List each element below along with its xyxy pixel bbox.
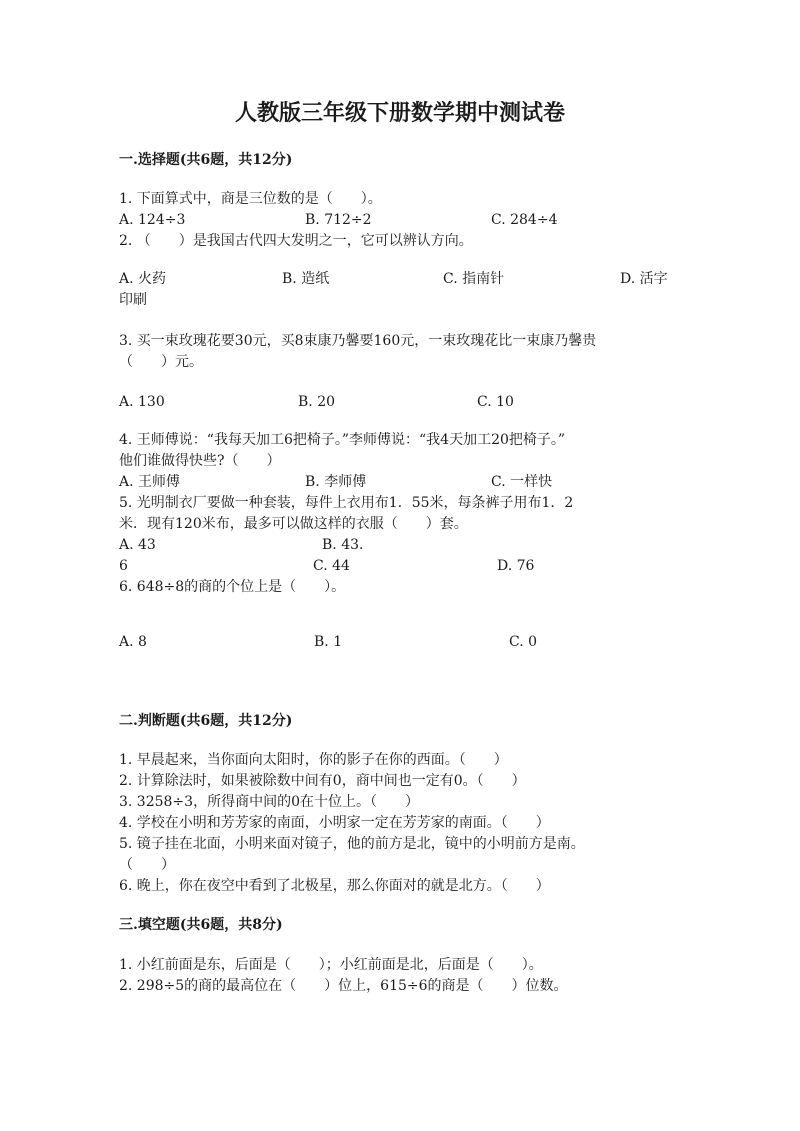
question-stem: 4. 王师傅说：“我每天加工6把椅子。”李师傅说：“我4天加工20把椅子。”: [119, 432, 566, 448]
list-item: 3. 3258÷3，所得商中间的0在十位上。（ ）: [119, 794, 419, 810]
option-a: A. 王师傅: [119, 474, 181, 490]
option-c: C. 一样快: [491, 474, 553, 490]
option-b: B. 43.: [322, 537, 364, 553]
question-stem-continuation: 他们谁做得快些?（ ）: [119, 453, 281, 469]
section-heading-fill-blank: 三.填空题(共6题，共8分): [119, 917, 283, 933]
option-b: B. 712÷2: [305, 212, 372, 228]
option-c: C. 指南针: [443, 271, 505, 287]
question-stem: 6. 648÷8的商的个位上是（ ）。: [119, 579, 346, 595]
list-item-continuation: （ ）: [119, 857, 175, 873]
option-c: C. 284÷4: [491, 212, 558, 228]
question-stem: 3. 买一束玫瑰花要30元，买8束康乃馨要160元，一束玫瑰花比一束康乃馨贵: [119, 333, 597, 349]
option-c: C. 0: [509, 634, 538, 650]
list-item: 5. 镜子挂在北面，小明来面对镜子，他的前方是北，镜中的小明前方是南。: [119, 836, 585, 852]
list-item: 2. 计算除法时，如果被除数中间有0，商中间也一定有0。（ ）: [119, 773, 526, 789]
option-b: B. 1: [314, 634, 343, 650]
question-stem-continuation: 米．现有120米布，最多可以做这样的衣服（ ）套。: [119, 516, 468, 532]
option-b: B. 李师傅: [305, 474, 367, 490]
option-c: C. 44: [313, 558, 350, 574]
section-heading-judgment: 二.判断题(共6题，共12分): [119, 713, 293, 729]
option-a: A. 43: [119, 537, 156, 553]
option-b: B. 20: [298, 394, 336, 410]
list-item: 1. 早晨起来，当你面向太阳时，你的影子在你的西面。（ ）: [119, 752, 508, 768]
option-b-continuation: 6: [119, 558, 128, 574]
list-item: 2. 298÷5的商的最高位在（ ）位上，615÷6的商是（ ）位数。: [119, 978, 568, 994]
page-title: 人教版三年级下册数学期中测试卷: [234, 100, 565, 126]
list-item: 4. 学校在小明和芳芳家的南面，小明家一定在芳芳家的南面。（ ）: [119, 815, 550, 831]
option-d-continuation: 印刷: [119, 292, 147, 308]
option-c: C. 10: [477, 394, 514, 410]
list-item: 1. 小红前面是东，后面是（ ）；小红前面是北，后面是（ ）。: [119, 957, 543, 973]
option-b: B. 造纸: [282, 271, 330, 287]
option-d: D. 76: [497, 558, 535, 574]
question-stem: 1. 下面算式中，商是三位数的是（ ）。: [119, 191, 382, 207]
question-stem: 5. 光明制衣厂要做一种套装，每件上衣用布1．55米，每条裤子用布1．2: [119, 495, 574, 511]
option-d: D. 活字: [620, 271, 668, 287]
list-item: 6. 晚上，你在夜空中看到了北极星，那么你面对的就是北方。（ ）: [119, 878, 550, 894]
option-a: A. 8: [119, 634, 147, 650]
option-a: A. 130: [119, 394, 165, 410]
section-heading-choice: 一.选择题(共6题，共12分): [119, 152, 293, 168]
option-a: A. 124÷3: [119, 212, 186, 228]
question-stem-continuation: （ ）元。: [119, 354, 203, 370]
option-a: A. 火药: [119, 271, 167, 287]
question-stem: 2. （ ）是我国古代四大发明之一，它可以辨认方向。: [119, 233, 473, 249]
